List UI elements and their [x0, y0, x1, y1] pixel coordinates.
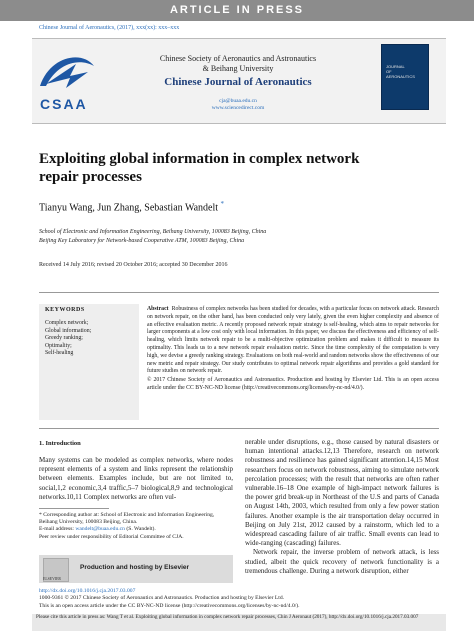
footnotes	[39, 512, 233, 541]
intro-right-paragraph-2: Network repair, the inverse problem of network attack, is less studied, albeit the quick recovery of network functionality is a tremendous challenge. During a network disruption, either	[245, 548, 439, 575]
corresponding-author-note: * Corresponding author at: School of Electronic and Information Engineering, Beihang University, 100083 Beijing, China.	[39, 512, 215, 526]
doi-link[interactable]: http://dx.doi.org/10.1016/j.cja.2017.03.007	[39, 588, 136, 594]
keyword-item: Complex network;	[45, 320, 89, 326]
csaa-logo-text: CSAA	[40, 96, 88, 112]
article-title	[39, 150, 439, 186]
intro-right-paragraph-1: nerable under disruptions, e.g., those caused by natural disasters or human intentional attacks.12,13 Therefore, research on network robustness and resilience has gained significant attention.14,15 Most researchers focus on network robustness, aiming to simulate network percolation processes; with the result that networks are often rather vulnerable.16–18 One example of high-impact network failures is the power grid break-up in Northeast of the U.S and parts of Canada on August 14th, 2003, which resulted from only a few power station failures. Another example is the air transportation delay occurred in Beijing on July 21st, 2012 caused by a rainstorm, which led to a widespread cascading failure of air traffic. Small events can lead to wide-ranging (cascading) failures.	[245, 438, 439, 548]
issn-line: 1000-9361 © 2017 Chinese Society of Aeronautics and Astronautics. Production and hosting by Elsevier Ltd.	[39, 595, 285, 602]
author-names: Tianyu Wang, Jun Zhang, Sebastian Wandelt	[39, 202, 219, 214]
affiliations	[39, 228, 439, 246]
author-email-link[interactable]: wandelt@buaa.edu.cn	[75, 526, 125, 533]
intro-right-column	[245, 438, 439, 576]
abstract-copyright: © 2017 Chinese Society of Aeronautics and Astronautics. Production and hosting by Elsevier Ltd. This is an open access article under the CC BY-NC-ND license (http://creativecommons.org/licenses/by-nc-nd/4.0/).	[147, 377, 439, 391]
cite-this-article-box: Please cite this article in press as: Wang T et al. Exploiting global information in complex network repair processes, Chin J Aeronaut (2017), http://dx.doi.org/10.1016/j.cja.2017.03.007	[32, 614, 446, 631]
title-line-1: Exploiting global information in complex network	[39, 151, 360, 167]
journal-cover-title	[386, 64, 415, 79]
keyword-item: Self-healing	[45, 350, 74, 357]
abstract	[147, 306, 439, 393]
divider	[39, 292, 439, 293]
footnote-divider	[39, 508, 109, 509]
society-name	[100, 54, 376, 74]
article-in-press-banner: ARTICLE IN PRESS	[0, 0, 474, 21]
affiliation-1: School of Electronic and Information Engineering, Beihang University, 100083 Beijing, China	[39, 229, 267, 235]
abstract-label: Abstract	[147, 306, 169, 312]
cover-line-1: JOURNAL	[386, 64, 405, 69]
corresponding-author-mark[interactable]: *	[220, 200, 225, 208]
elsevier-hosting-text: Production and hosting by Elsevier	[80, 564, 190, 571]
author-list	[39, 200, 224, 213]
running-head[interactable]: Chinese Journal of Aeronautics, (2017), xxx(xx): xxx–xxx	[39, 25, 180, 31]
license-line: This is an open access article under the CC BY-NC-ND license (http://creativecommons.org/licenses/by-nc-nd/4.0/).	[39, 602, 300, 609]
society-line-1: Chinese Society of Aeronautics and Astronautics	[159, 54, 317, 63]
cover-line-3: AERONAUTICS	[386, 74, 415, 79]
journal-email-link[interactable]: cja@buaa.edu.cn	[219, 98, 257, 104]
keyword-item: Optimality;	[45, 342, 72, 349]
keyword-item: Greedy ranking;	[45, 335, 83, 342]
intro-left-column: Many systems can be modeled as complex networks, where nodes represent elements of a system and links represent the relationship between elements. Examples include, but are not limited to, social,1,2 economic,3,4 traffic,5–7 biological,8,9 and technological networks.10,11 Complex networks are often vul-	[39, 456, 233, 501]
elsevier-logo-text: ELSEVIER	[43, 577, 61, 581]
keywords-heading: KEYWORDS	[45, 307, 85, 313]
journal-website-link[interactable]: www.sciencedirect.com	[211, 105, 265, 111]
abstract-text: Robustness of complex networks has been studied for decades, with a particular focus on network attack. Research on network repair, on the other hand, has been conducted only very lately, given the even higher complexity and absence of an effective evaluation metric. A recently proposed network repair strategy is self-healing, which aims to repair networks for larger components at a low cost only with local information. In this paper, we discuss the effectiveness and efficiency of self-healing, which limits network repair to be a multi-objective optimization problem and makes it difficult to measure its optimality. This leads us to a new network repair evaluation metric. Since the time complexity of the computation is very high, we devise a greedy ranking strategy. Evaluations on both real-world and random networks show the effectiveness of our new metric and repair strategy. Our study contributes to optimal network repair algorithms and provides a gold standard for future studies on network repair.	[147, 306, 440, 375]
keywords-list	[45, 320, 91, 358]
journal-contact	[100, 98, 376, 112]
cover-line-2: OF	[386, 69, 392, 74]
email-suffix: (S. Wandelt).	[126, 526, 156, 533]
divider	[39, 428, 439, 429]
affiliation-2: Beijing Key Laboratory for Network-based Cooperative ATM, 100083 Beijing, China	[39, 238, 245, 244]
received-dates: Received 14 July 2016; revised 20 October 2016; accepted 30 December 2016	[39, 262, 228, 268]
peer-review-note: Peer review under responsibility of Editorial Committee of CJA.	[39, 533, 184, 540]
doi-block	[39, 588, 439, 610]
society-line-2: & Beihang University	[202, 64, 274, 73]
title-line-2: repair processes	[39, 169, 142, 185]
email-note	[39, 526, 233, 533]
email-label: E-mail address:	[39, 526, 74, 533]
journal-name: Chinese Journal of Aeronautics	[164, 76, 312, 88]
section-heading-introduction: 1. Introduction	[39, 440, 81, 447]
keyword-item: Global information;	[45, 327, 92, 334]
